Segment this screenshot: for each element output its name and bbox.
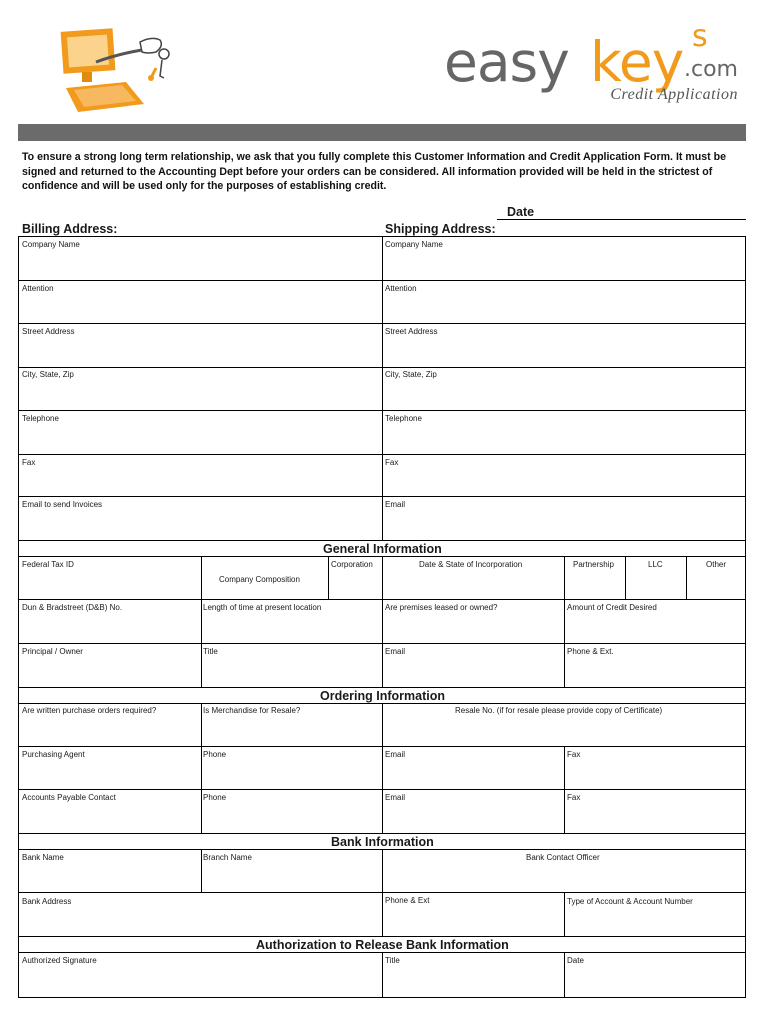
billing-attention-field[interactable] — [18, 280, 383, 324]
ap-fax-field[interactable] — [564, 789, 746, 834]
date-signature-line[interactable] — [497, 219, 746, 220]
shipping-address-title: Shipping Address: — [385, 222, 496, 236]
partnership-label: Partnership — [573, 560, 614, 569]
shipping-company-name-label: Company Name — [385, 240, 443, 249]
principal-title-field[interactable] — [201, 643, 383, 688]
billing-company-name-label: Company Name — [22, 240, 80, 249]
bank-address-field[interactable] — [18, 892, 383, 937]
federal-tax-id-label: Federal Tax ID — [22, 560, 74, 569]
form-subtitle: Credit Application — [610, 86, 738, 103]
header-divider-bar — [18, 124, 746, 141]
brand-com-text: .com — [684, 57, 738, 82]
credit-desired-label: Amount of Credit Desired — [567, 603, 657, 612]
easykeys-brand — [440, 19, 746, 110]
billing-telephone-field[interactable] — [18, 410, 383, 455]
purchasing-fax-field[interactable] — [564, 746, 746, 790]
shipping-email-label: Email — [385, 500, 406, 509]
billing-telephone-label: Telephone — [22, 414, 59, 423]
principal-owner-label: Principal / Owner — [22, 647, 83, 656]
shipping-attention-field[interactable] — [382, 280, 746, 324]
intro-paragraph: To ensure a strong long term relationship, we ask that you fully complete this Customer Information and Credit Application Form. It must be signed and returned to the Accounting Dept before your orders can be considered. All information provided will be held in the strictest of confidence and will be used only for the purposes of establishing credit. — [22, 151, 726, 192]
duns-number-label: Dun & Bradstreet (D&B) No. — [22, 603, 123, 612]
general-information-heading: General Information — [323, 542, 442, 556]
signer-title-field[interactable] — [382, 952, 565, 998]
billing-street-address-label: Street Address — [22, 327, 75, 336]
company-composition-label: Company Composition — [219, 575, 300, 584]
bank-information-heading: Bank Information — [331, 835, 434, 849]
date-state-incorporation-label: Date & State of Incorporation — [419, 560, 523, 569]
shipping-attention-label: Attention — [385, 284, 417, 293]
corporation-label: Corporation — [331, 560, 373, 569]
purchasing-email-field[interactable] — [382, 746, 565, 790]
signature-date-field[interactable] — [564, 952, 746, 998]
billing-attention-label: Attention — [22, 284, 54, 293]
branch-name-label: Branch Name — [203, 853, 252, 862]
brand-key-text: key — [590, 30, 684, 94]
resale-number-label: Resale No. (if for resale please provide copy of Certificate) — [455, 706, 663, 715]
billing-email-invoices-label: Email to send Invoices — [22, 500, 103, 509]
premises-leased-owned-label: Are premises leased or owned? — [385, 603, 498, 612]
ap-email-label: Email — [385, 793, 406, 802]
purchasing-phone-label: Phone — [203, 750, 227, 759]
billing-city-state-zip-label: City, State, Zip — [22, 370, 74, 379]
shipping-email-field[interactable] — [382, 496, 746, 541]
ap-email-field[interactable] — [382, 789, 565, 834]
billing-fax-label: Fax — [22, 458, 36, 467]
length-of-time-label: Length of time at present location — [203, 603, 322, 612]
po-required-label: Are written purchase orders required? — [22, 706, 157, 715]
ordering-information-heading: Ordering Information — [320, 689, 445, 703]
signer-title-label: Title — [385, 956, 400, 965]
shipping-city-state-zip-label: City, State, Zip — [385, 370, 437, 379]
purchasing-email-label: Email — [385, 750, 406, 759]
purchasing-fax-label: Fax — [567, 750, 581, 759]
ap-contact-label: Accounts Payable Contact — [22, 793, 116, 802]
billing-address-title: Billing Address: — [22, 222, 118, 236]
purchasing-phone-field[interactable] — [201, 746, 383, 790]
shipping-fax-label: Fax — [385, 458, 399, 467]
bank-name-label: Bank Name — [22, 853, 64, 862]
merchandise-resale-label: Is Merchandise for Resale? — [203, 706, 301, 715]
ap-phone-label: Phone — [203, 793, 227, 802]
principal-phone-label: Phone & Ext. — [567, 647, 614, 656]
shipping-telephone-label: Telephone — [385, 414, 422, 423]
brand-easy-text: easy — [444, 30, 569, 94]
account-type-number-label: Type of Account & Account Number — [567, 897, 693, 906]
bank-phone-label: Phone & Ext — [385, 896, 430, 905]
bank-contact-officer-label: Bank Contact Officer — [526, 853, 600, 862]
shipping-telephone-field[interactable] — [382, 410, 746, 455]
bank-address-label: Bank Address — [22, 897, 72, 906]
brand-s-text: s — [692, 19, 708, 54]
ap-phone-field[interactable] — [201, 789, 383, 834]
authorization-heading: Authorization to Release Bank Information — [256, 938, 509, 952]
principal-email-field[interactable] — [382, 643, 565, 688]
signature-date-label: Date — [567, 956, 584, 965]
date-label: Date — [507, 205, 535, 219]
shipping-street-address-label: Street Address — [385, 327, 438, 336]
easykeys-logo-illustration — [56, 24, 180, 120]
other-label: Other — [706, 560, 727, 569]
llc-label: LLC — [648, 560, 663, 569]
principal-email-label: Email — [385, 647, 406, 656]
authorized-signature-label: Authorized Signature — [22, 956, 97, 965]
ap-fax-label: Fax — [567, 793, 581, 802]
purchasing-agent-label: Purchasing Agent — [22, 750, 85, 759]
shipping-fax-field[interactable] — [382, 454, 746, 497]
principal-title-label: Title — [203, 647, 218, 656]
billing-fax-field[interactable] — [18, 454, 383, 497]
